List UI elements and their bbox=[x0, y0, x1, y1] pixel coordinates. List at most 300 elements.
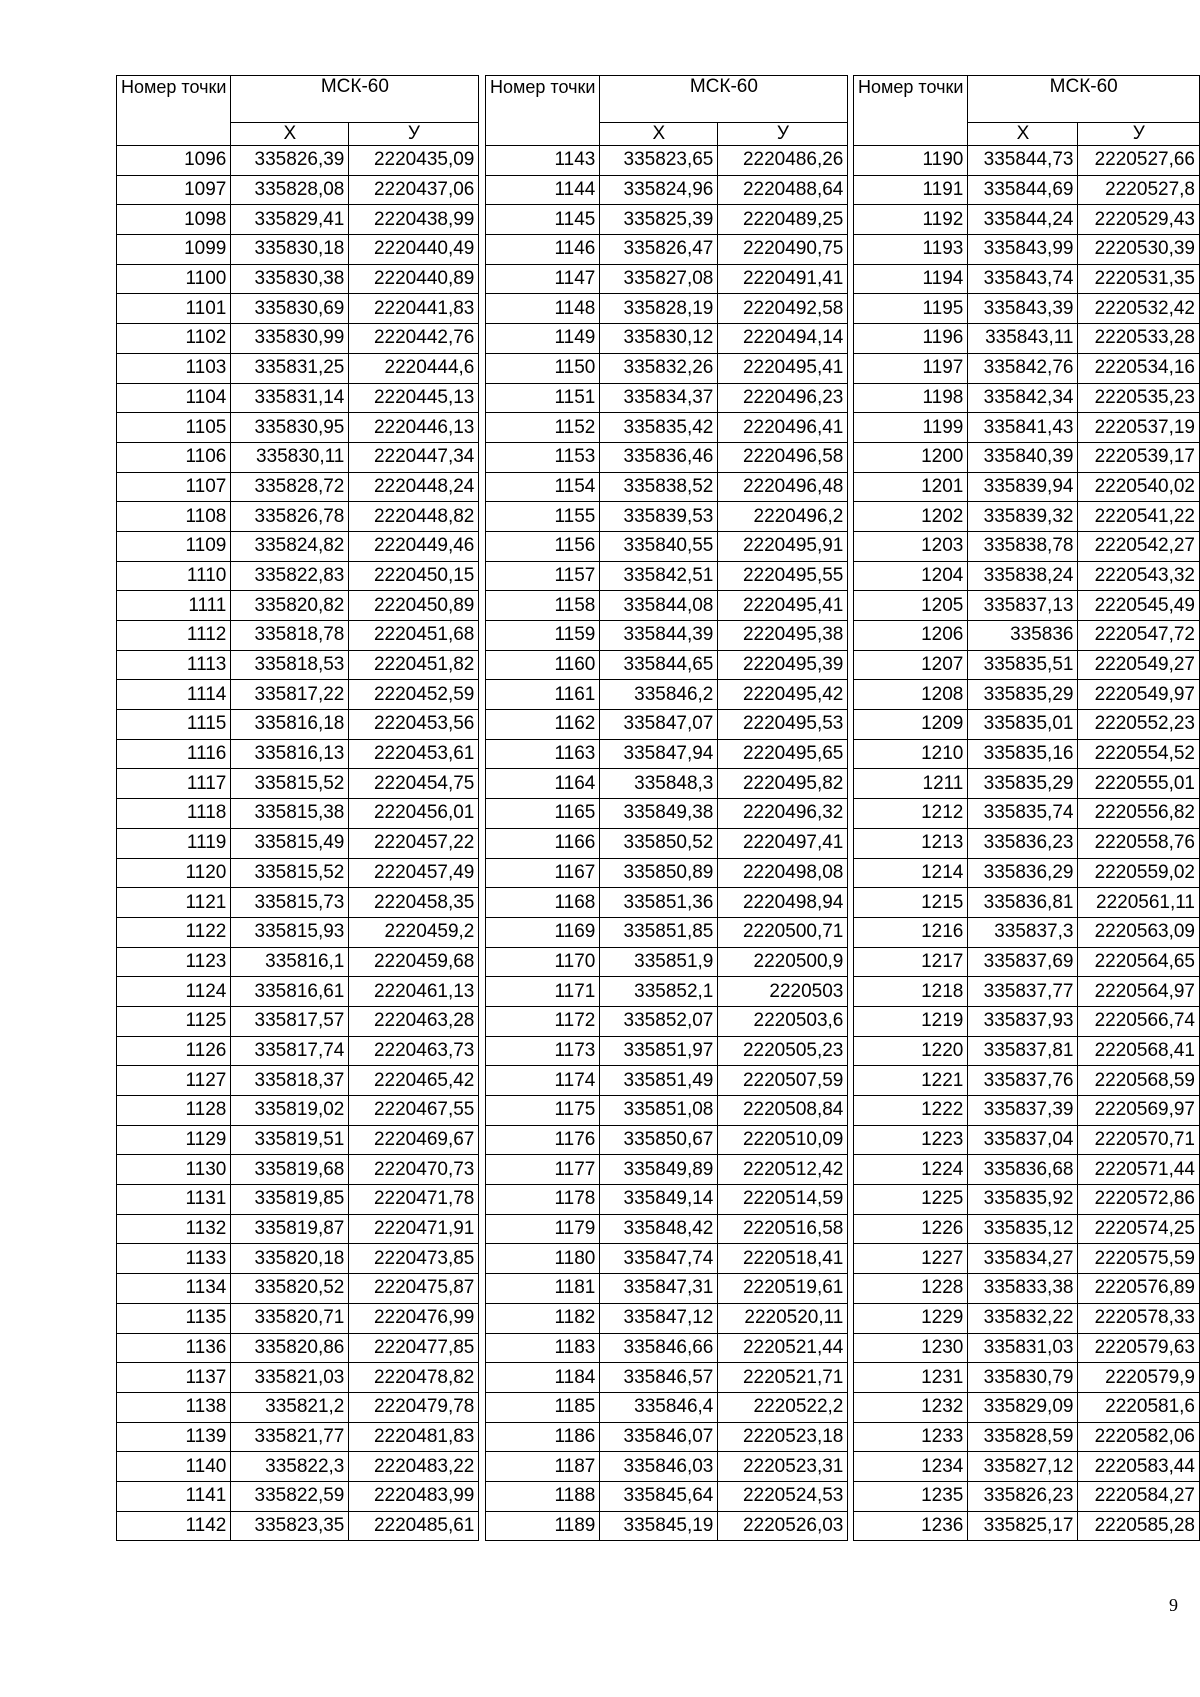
point-number-cell: 1189 bbox=[486, 1511, 600, 1541]
x-coordinate-cell: 335834,27 bbox=[968, 1244, 1078, 1274]
x-coordinate-cell: 335847,31 bbox=[600, 1274, 718, 1304]
y-coordinate-cell: 2220498,94 bbox=[718, 888, 848, 918]
point-number-cell: 1172 bbox=[486, 1006, 600, 1036]
point-number-cell: 1201 bbox=[854, 472, 968, 502]
y-coordinate-cell: 2220442,76 bbox=[349, 324, 479, 354]
y-coordinate-cell: 2220495,41 bbox=[718, 353, 848, 383]
x-coordinate-cell: 335845,19 bbox=[600, 1511, 718, 1541]
table-row bbox=[117, 1333, 479, 1363]
x-coordinate-cell: 335843,99 bbox=[968, 235, 1078, 265]
y-coordinate-cell: 2220521,44 bbox=[718, 1333, 848, 1363]
table-row bbox=[486, 947, 848, 977]
y-coordinate-cell: 2220520,11 bbox=[718, 1303, 848, 1333]
table-row bbox=[854, 799, 1200, 829]
x-coordinate-cell: 335839,53 bbox=[600, 502, 718, 532]
x-coordinate-cell: 335815,52 bbox=[231, 858, 349, 888]
table-row bbox=[854, 917, 1200, 947]
table-row bbox=[486, 977, 848, 1007]
y-coordinate-cell: 2220450,89 bbox=[349, 591, 479, 621]
y-coordinate-cell: 2220458,35 bbox=[349, 888, 479, 918]
y-coordinate-cell: 2220527,66 bbox=[1078, 146, 1200, 176]
y-coordinate-cell: 2220495,39 bbox=[718, 650, 848, 680]
point-number-cell: 1206 bbox=[854, 621, 968, 651]
y-coordinate-cell: 2220527,8 bbox=[1078, 175, 1200, 205]
point-number-cell: 1142 bbox=[117, 1511, 231, 1541]
y-coordinate-cell: 2220547,72 bbox=[1078, 621, 1200, 651]
y-coordinate-cell: 2220495,82 bbox=[718, 769, 848, 799]
x-coordinate-cell: 335817,22 bbox=[231, 680, 349, 710]
x-coordinate-cell: 335844,73 bbox=[968, 146, 1078, 176]
y-coordinate-cell: 2220478,82 bbox=[349, 1363, 479, 1393]
y-coordinate-cell: 2220570,71 bbox=[1078, 1125, 1200, 1155]
point-number-cell: 1123 bbox=[117, 947, 231, 977]
table-row bbox=[117, 561, 479, 591]
x-coordinate-cell: 335817,57 bbox=[231, 1006, 349, 1036]
x-coordinate-cell: 335851,97 bbox=[600, 1036, 718, 1066]
point-number-cell: 1169 bbox=[486, 917, 600, 947]
table-row bbox=[486, 1244, 848, 1274]
point-number-cell: 1152 bbox=[486, 413, 600, 443]
point-number-cell: 1181 bbox=[486, 1274, 600, 1304]
table-row bbox=[117, 1125, 479, 1155]
x-coordinate-cell: 335815,52 bbox=[231, 769, 349, 799]
table-row bbox=[117, 1422, 479, 1452]
y-coordinate-cell: 2220530,39 bbox=[1078, 235, 1200, 265]
y-coordinate-cell: 2220463,28 bbox=[349, 1006, 479, 1036]
table-row bbox=[854, 680, 1200, 710]
table-row bbox=[486, 264, 848, 294]
y-coordinate-cell: 2220448,24 bbox=[349, 472, 479, 502]
x-coordinate-cell: 335835,01 bbox=[968, 710, 1078, 740]
x-coordinate-cell: 335844,69 bbox=[968, 175, 1078, 205]
point-number-cell: 1110 bbox=[117, 561, 231, 591]
point-number-cell: 1183 bbox=[486, 1333, 600, 1363]
point-number-cell: 1133 bbox=[117, 1244, 231, 1274]
table-row bbox=[486, 205, 848, 235]
y-coordinate-cell: 2220500,71 bbox=[718, 917, 848, 947]
point-number-cell: 1115 bbox=[117, 710, 231, 740]
y-coordinate-cell: 2220471,91 bbox=[349, 1214, 479, 1244]
x-coordinate-cell: 335815,93 bbox=[231, 917, 349, 947]
table-row bbox=[117, 977, 479, 1007]
table-row bbox=[854, 235, 1200, 265]
x-coordinate-cell: 335836,68 bbox=[968, 1155, 1078, 1185]
y-coordinate-cell: 2220534,16 bbox=[1078, 353, 1200, 383]
x-coordinate-cell: 335821,2 bbox=[231, 1392, 349, 1422]
y-coordinate-cell: 2220495,65 bbox=[718, 739, 848, 769]
point-number-cell: 1180 bbox=[486, 1244, 600, 1274]
y-coordinate-cell: 2220585,28 bbox=[1078, 1511, 1200, 1541]
point-number-cell: 1099 bbox=[117, 235, 231, 265]
x-coordinate-cell: 335837,04 bbox=[968, 1125, 1078, 1155]
table-row bbox=[486, 828, 848, 858]
table-row bbox=[854, 1125, 1200, 1155]
point-number-cell: 1173 bbox=[486, 1036, 600, 1066]
point-number-cell: 1236 bbox=[854, 1511, 968, 1541]
y-coordinate-cell: 2220465,42 bbox=[349, 1066, 479, 1096]
y-coordinate-cell: 2220463,73 bbox=[349, 1036, 479, 1066]
point-number-cell: 1227 bbox=[854, 1244, 968, 1274]
coordinates-table-1 bbox=[116, 75, 479, 1541]
y-coordinate-cell: 2220543,32 bbox=[1078, 561, 1200, 591]
point-number-cell: 1101 bbox=[117, 294, 231, 324]
x-header: Х bbox=[600, 123, 718, 146]
x-coordinate-cell: 335847,94 bbox=[600, 739, 718, 769]
y-header: У bbox=[1078, 123, 1200, 146]
y-coordinate-cell: 2220489,25 bbox=[718, 205, 848, 235]
x-coordinate-cell: 335835,51 bbox=[968, 650, 1078, 680]
table-row bbox=[854, 502, 1200, 532]
x-coordinate-cell: 335842,51 bbox=[600, 561, 718, 591]
table-row bbox=[117, 858, 479, 888]
y-coordinate-cell: 2220522,2 bbox=[718, 1392, 848, 1422]
x-coordinate-cell: 335844,39 bbox=[600, 621, 718, 651]
table-row bbox=[486, 799, 848, 829]
x-coordinate-cell: 335851,49 bbox=[600, 1066, 718, 1096]
table-row bbox=[854, 1036, 1200, 1066]
point-number-cell: 1226 bbox=[854, 1214, 968, 1244]
point-number-cell: 1195 bbox=[854, 294, 968, 324]
table-row bbox=[117, 1303, 479, 1333]
y-coordinate-cell: 2220549,27 bbox=[1078, 650, 1200, 680]
x-coordinate-cell: 335827,12 bbox=[968, 1452, 1078, 1482]
point-number-cell: 1215 bbox=[854, 888, 968, 918]
y-coordinate-cell: 2220491,41 bbox=[718, 264, 848, 294]
point-number-cell: 1140 bbox=[117, 1452, 231, 1482]
x-coordinate-cell: 335824,96 bbox=[600, 175, 718, 205]
table-row bbox=[117, 650, 479, 680]
y-coordinate-cell: 2220453,61 bbox=[349, 739, 479, 769]
table-row bbox=[117, 1036, 479, 1066]
y-coordinate-cell: 2220448,82 bbox=[349, 502, 479, 532]
table-row bbox=[486, 1392, 848, 1422]
x-coordinate-cell: 335842,76 bbox=[968, 353, 1078, 383]
point-number-cell: 1096 bbox=[117, 146, 231, 176]
y-coordinate-cell: 2220563,09 bbox=[1078, 917, 1200, 947]
x-coordinate-cell: 335850,67 bbox=[600, 1125, 718, 1155]
point-number-cell: 1198 bbox=[854, 383, 968, 413]
y-coordinate-cell: 2220531,35 bbox=[1078, 264, 1200, 294]
y-coordinate-cell: 2220461,13 bbox=[349, 977, 479, 1007]
x-coordinate-cell: 335819,85 bbox=[231, 1185, 349, 1215]
table-row bbox=[854, 1452, 1200, 1482]
point-number-header: Номер точки bbox=[854, 76, 968, 146]
x-coordinate-cell: 335846,4 bbox=[600, 1392, 718, 1422]
x-coordinate-cell: 335834,37 bbox=[600, 383, 718, 413]
y-coordinate-cell: 2220503 bbox=[718, 977, 848, 1007]
point-number-cell: 1196 bbox=[854, 324, 968, 354]
y-coordinate-cell: 2220477,85 bbox=[349, 1333, 479, 1363]
y-coordinate-cell: 2220457,22 bbox=[349, 828, 479, 858]
table-row bbox=[486, 769, 848, 799]
table-row bbox=[854, 947, 1200, 977]
x-coordinate-cell: 335830,11 bbox=[231, 442, 349, 472]
y-coordinate-cell: 2220541,22 bbox=[1078, 502, 1200, 532]
y-coordinate-cell: 2220524,53 bbox=[718, 1481, 848, 1511]
x-coordinate-cell: 335848,42 bbox=[600, 1214, 718, 1244]
table-row bbox=[117, 1452, 479, 1482]
x-coordinate-cell: 335852,1 bbox=[600, 977, 718, 1007]
x-coordinate-cell: 335846,03 bbox=[600, 1452, 718, 1482]
table-row bbox=[117, 591, 479, 621]
table-row bbox=[854, 710, 1200, 740]
table-row bbox=[854, 1155, 1200, 1185]
y-coordinate-cell: 2220492,58 bbox=[718, 294, 848, 324]
point-number-cell: 1097 bbox=[117, 175, 231, 205]
x-coordinate-cell: 335820,82 bbox=[231, 591, 349, 621]
y-coordinate-cell: 2220498,08 bbox=[718, 858, 848, 888]
point-number-cell: 1114 bbox=[117, 680, 231, 710]
point-number-cell: 1176 bbox=[486, 1125, 600, 1155]
table-row bbox=[486, 888, 848, 918]
point-number-cell: 1177 bbox=[486, 1155, 600, 1185]
x-coordinate-cell: 335830,38 bbox=[231, 264, 349, 294]
y-coordinate-cell: 2220481,83 bbox=[349, 1422, 479, 1452]
y-coordinate-cell: 2220523,31 bbox=[718, 1452, 848, 1482]
table-row bbox=[117, 1155, 479, 1185]
x-coordinate-cell: 335829,09 bbox=[968, 1392, 1078, 1422]
y-coordinate-cell: 2220526,03 bbox=[718, 1511, 848, 1541]
point-number-cell: 1130 bbox=[117, 1155, 231, 1185]
x-coordinate-cell: 335835,16 bbox=[968, 739, 1078, 769]
y-coordinate-cell: 2220457,49 bbox=[349, 858, 479, 888]
table-row bbox=[854, 353, 1200, 383]
point-number-cell: 1120 bbox=[117, 858, 231, 888]
point-number-cell: 1214 bbox=[854, 858, 968, 888]
point-number-cell: 1200 bbox=[854, 442, 968, 472]
table-row bbox=[854, 650, 1200, 680]
x-coordinate-cell: 335848,3 bbox=[600, 769, 718, 799]
table-row bbox=[854, 146, 1200, 176]
y-coordinate-cell: 2220449,46 bbox=[349, 531, 479, 561]
y-coordinate-cell: 2220535,23 bbox=[1078, 383, 1200, 413]
point-number-cell: 1204 bbox=[854, 561, 968, 591]
table-row bbox=[117, 917, 479, 947]
point-number-cell: 1154 bbox=[486, 472, 600, 502]
x-coordinate-cell: 335818,78 bbox=[231, 621, 349, 651]
table-row bbox=[117, 947, 479, 977]
point-number-cell: 1225 bbox=[854, 1185, 968, 1215]
x-coordinate-cell: 335826,47 bbox=[600, 235, 718, 265]
y-coordinate-cell: 2220483,99 bbox=[349, 1481, 479, 1511]
y-coordinate-cell: 2220542,27 bbox=[1078, 531, 1200, 561]
y-coordinate-cell: 2220559,02 bbox=[1078, 858, 1200, 888]
x-coordinate-cell: 335830,95 bbox=[231, 413, 349, 443]
y-coordinate-cell: 2220479,78 bbox=[349, 1392, 479, 1422]
point-number-cell: 1139 bbox=[117, 1422, 231, 1452]
table-row bbox=[854, 769, 1200, 799]
x-coordinate-cell: 335838,52 bbox=[600, 472, 718, 502]
point-number-cell: 1102 bbox=[117, 324, 231, 354]
point-number-cell: 1221 bbox=[854, 1066, 968, 1096]
y-coordinate-cell: 2220488,64 bbox=[718, 175, 848, 205]
point-number-cell: 1171 bbox=[486, 977, 600, 1007]
point-number-cell: 1207 bbox=[854, 650, 968, 680]
table-row bbox=[854, 1392, 1200, 1422]
x-coordinate-cell: 335823,35 bbox=[231, 1511, 349, 1541]
point-number-cell: 1165 bbox=[486, 799, 600, 829]
x-coordinate-cell: 335828,08 bbox=[231, 175, 349, 205]
x-coordinate-cell: 335836,23 bbox=[968, 828, 1078, 858]
y-coordinate-cell: 2220507,59 bbox=[718, 1066, 848, 1096]
table-row bbox=[117, 294, 479, 324]
x-coordinate-cell: 335851,9 bbox=[600, 947, 718, 977]
y-coordinate-cell: 2220437,06 bbox=[349, 175, 479, 205]
x-coordinate-cell: 335831,25 bbox=[231, 353, 349, 383]
table-row bbox=[117, 828, 479, 858]
y-coordinate-cell: 2220568,41 bbox=[1078, 1036, 1200, 1066]
table-row bbox=[486, 531, 848, 561]
y-coordinate-cell: 2220576,89 bbox=[1078, 1274, 1200, 1304]
x-coordinate-cell: 335843,74 bbox=[968, 264, 1078, 294]
table-row bbox=[854, 888, 1200, 918]
point-number-cell: 1135 bbox=[117, 1303, 231, 1333]
x-coordinate-cell: 335828,59 bbox=[968, 1422, 1078, 1452]
point-number-cell: 1153 bbox=[486, 442, 600, 472]
point-number-cell: 1145 bbox=[486, 205, 600, 235]
point-number-cell: 1175 bbox=[486, 1096, 600, 1126]
y-coordinate-cell: 2220566,74 bbox=[1078, 1006, 1200, 1036]
table-row bbox=[486, 591, 848, 621]
x-coordinate-cell: 335830,69 bbox=[231, 294, 349, 324]
table-row bbox=[117, 1481, 479, 1511]
table-row bbox=[117, 353, 479, 383]
x-coordinate-cell: 335851,36 bbox=[600, 888, 718, 918]
x-coordinate-cell: 335835,92 bbox=[968, 1185, 1078, 1215]
point-number-cell: 1111 bbox=[117, 591, 231, 621]
x-coordinate-cell: 335831,03 bbox=[968, 1333, 1078, 1363]
table-row bbox=[486, 472, 848, 502]
table-row bbox=[486, 621, 848, 651]
x-coordinate-cell: 335849,38 bbox=[600, 799, 718, 829]
y-coordinate-cell: 2220459,68 bbox=[349, 947, 479, 977]
point-number-cell: 1105 bbox=[117, 413, 231, 443]
table-row bbox=[854, 413, 1200, 443]
y-coordinate-cell: 2220555,01 bbox=[1078, 769, 1200, 799]
table-row bbox=[117, 146, 479, 176]
page-number: 9 bbox=[1169, 1595, 1178, 1615]
y-coordinate-cell: 2220579,63 bbox=[1078, 1333, 1200, 1363]
y-coordinate-cell: 2220552,23 bbox=[1078, 710, 1200, 740]
table-row bbox=[117, 1096, 479, 1126]
x-coordinate-cell: 335838,78 bbox=[968, 531, 1078, 561]
x-coordinate-cell: 335838,24 bbox=[968, 561, 1078, 591]
point-number-cell: 1190 bbox=[854, 146, 968, 176]
y-coordinate-cell: 2220549,97 bbox=[1078, 680, 1200, 710]
y-coordinate-cell: 2220575,59 bbox=[1078, 1244, 1200, 1274]
x-coordinate-cell: 335837,93 bbox=[968, 1006, 1078, 1036]
x-coordinate-cell: 335836,46 bbox=[600, 442, 718, 472]
table-row bbox=[117, 531, 479, 561]
y-coordinate-cell: 2220574,25 bbox=[1078, 1214, 1200, 1244]
point-number-cell: 1178 bbox=[486, 1185, 600, 1215]
y-coordinate-cell: 2220581,6 bbox=[1078, 1392, 1200, 1422]
x-coordinate-cell: 335852,07 bbox=[600, 1006, 718, 1036]
x-coordinate-cell: 335815,38 bbox=[231, 799, 349, 829]
table-row bbox=[854, 442, 1200, 472]
y-coordinate-cell: 2220496,32 bbox=[718, 799, 848, 829]
x-coordinate-cell: 335824,82 bbox=[231, 531, 349, 561]
y-coordinate-cell: 2220446,13 bbox=[349, 413, 479, 443]
x-coordinate-cell: 335837,39 bbox=[968, 1096, 1078, 1126]
table-row bbox=[486, 442, 848, 472]
point-number-cell: 1161 bbox=[486, 680, 600, 710]
table-row bbox=[117, 1274, 479, 1304]
x-coordinate-cell: 335822,59 bbox=[231, 1481, 349, 1511]
point-number-cell: 1216 bbox=[854, 917, 968, 947]
y-coordinate-cell: 2220483,22 bbox=[349, 1452, 479, 1482]
table-row bbox=[854, 1185, 1200, 1215]
table-row bbox=[854, 828, 1200, 858]
table-row bbox=[854, 205, 1200, 235]
y-coordinate-cell: 2220571,44 bbox=[1078, 1155, 1200, 1185]
table-row bbox=[117, 383, 479, 413]
x-coordinate-cell: 335832,26 bbox=[600, 353, 718, 383]
y-coordinate-cell: 2220495,55 bbox=[718, 561, 848, 591]
x-coordinate-cell: 335819,68 bbox=[231, 1155, 349, 1185]
y-coordinate-cell: 2220537,19 bbox=[1078, 413, 1200, 443]
table-row bbox=[854, 531, 1200, 561]
table-row bbox=[486, 1333, 848, 1363]
x-coordinate-cell: 335846,66 bbox=[600, 1333, 718, 1363]
y-coordinate-cell: 2220582,06 bbox=[1078, 1422, 1200, 1452]
point-number-cell: 1141 bbox=[117, 1481, 231, 1511]
x-coordinate-cell: 335821,03 bbox=[231, 1363, 349, 1393]
point-number-cell: 1155 bbox=[486, 502, 600, 532]
y-coordinate-cell: 2220496,41 bbox=[718, 413, 848, 443]
x-coordinate-cell: 335826,39 bbox=[231, 146, 349, 176]
point-number-cell: 1146 bbox=[486, 235, 600, 265]
point-number-cell: 1107 bbox=[117, 472, 231, 502]
table-row bbox=[486, 353, 848, 383]
x-coordinate-cell: 335820,52 bbox=[231, 1274, 349, 1304]
table-row bbox=[486, 1125, 848, 1155]
point-number-cell: 1230 bbox=[854, 1333, 968, 1363]
x-coordinate-cell: 335837,13 bbox=[968, 591, 1078, 621]
point-number-cell: 1158 bbox=[486, 591, 600, 621]
x-coordinate-cell: 335816,1 bbox=[231, 947, 349, 977]
table-row bbox=[854, 324, 1200, 354]
x-coordinate-cell: 335828,19 bbox=[600, 294, 718, 324]
point-number-cell: 1232 bbox=[854, 1392, 968, 1422]
table-row bbox=[854, 1303, 1200, 1333]
point-number-cell: 1131 bbox=[117, 1185, 231, 1215]
coordinate-system-header: МСК-60 bbox=[600, 76, 848, 123]
x-coordinate-cell: 335819,87 bbox=[231, 1214, 349, 1244]
x-coordinate-cell: 335837,81 bbox=[968, 1036, 1078, 1066]
table-row bbox=[117, 1214, 479, 1244]
table-row bbox=[486, 324, 848, 354]
table-row bbox=[486, 858, 848, 888]
x-coordinate-cell: 335837,3 bbox=[968, 917, 1078, 947]
point-number-cell: 1156 bbox=[486, 531, 600, 561]
y-coordinate-cell: 2220503,6 bbox=[718, 1006, 848, 1036]
point-number-cell: 1128 bbox=[117, 1096, 231, 1126]
y-coordinate-cell: 2220523,18 bbox=[718, 1422, 848, 1452]
point-number-header: Номер точки bbox=[486, 76, 600, 146]
y-coordinate-cell: 2220496,48 bbox=[718, 472, 848, 502]
x-coordinate-cell: 335822,3 bbox=[231, 1452, 349, 1482]
table-row bbox=[854, 1066, 1200, 1096]
x-coordinate-cell: 335818,53 bbox=[231, 650, 349, 680]
point-number-cell: 1124 bbox=[117, 977, 231, 1007]
point-number-cell: 1103 bbox=[117, 353, 231, 383]
point-number-cell: 1144 bbox=[486, 175, 600, 205]
table-row bbox=[854, 1244, 1200, 1274]
y-coordinate-cell: 2220558,76 bbox=[1078, 828, 1200, 858]
point-number-cell: 1212 bbox=[854, 799, 968, 829]
x-coordinate-cell: 335837,69 bbox=[968, 947, 1078, 977]
